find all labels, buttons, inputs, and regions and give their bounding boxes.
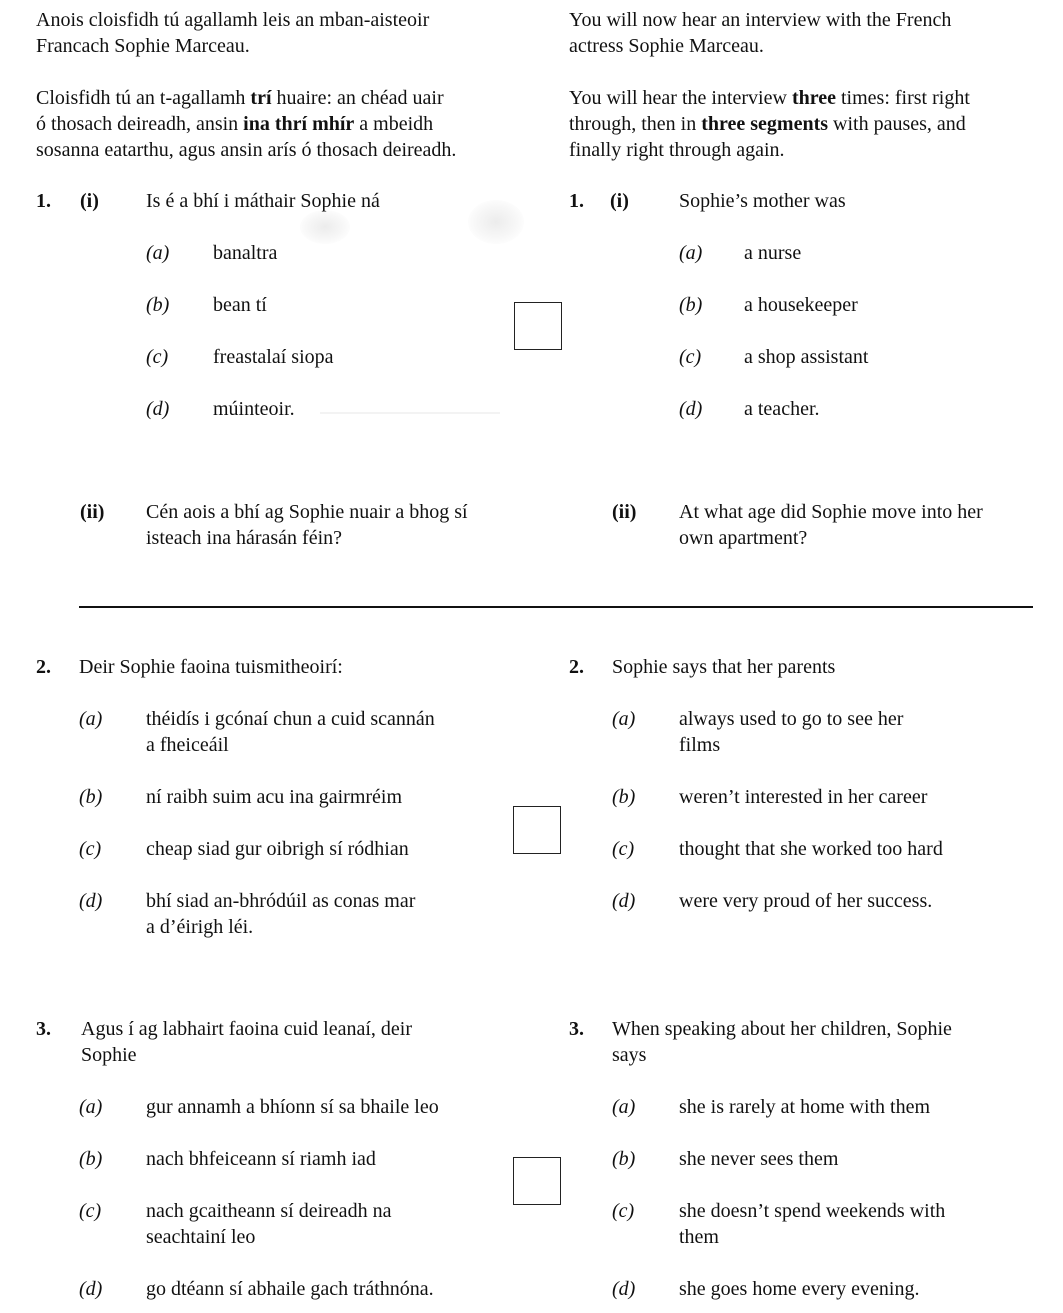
intro-english-line: finally right through again.	[569, 139, 785, 161]
option-text: a teacher.	[744, 398, 820, 420]
option-letter: (c)	[79, 1200, 102, 1222]
part-label: (ii)	[612, 501, 637, 523]
question-number: 3.	[36, 1018, 51, 1040]
option-letter: (b)	[79, 1148, 103, 1170]
question-number: 2.	[569, 656, 584, 678]
question-stem: Agus í ag labhairt faoina cuid leanaí, deir Sophie	[81, 1018, 412, 1066]
question-stem: Cén aois a bhí ag Sophie nuair a bhog sí isteach ina hárasán féin?	[146, 501, 468, 549]
option-text: théidís i gcónaí chun a cuid scannán a fheiceáil	[146, 708, 435, 756]
option-letter: (d)	[146, 398, 170, 420]
option-text: weren’t interested in her career	[679, 786, 928, 808]
scan-smudge	[468, 200, 524, 244]
intro-english	[569, 7, 1049, 163]
intro-irish-line: Anois cloisfidh tú agallamh leis an mban-aisteoir	[36, 9, 430, 31]
option-letter: (d)	[79, 1278, 103, 1300]
intro-irish	[36, 7, 516, 163]
answer-box-q3[interactable]	[513, 1157, 561, 1205]
option-text: a housekeeper	[744, 294, 858, 316]
question-stem: Deir Sophie faoina tuismitheoirí:	[79, 656, 343, 678]
option-text: nach bhfeiceann sí riamh iad	[146, 1148, 376, 1170]
option-letter: (b)	[146, 294, 170, 316]
question-number: 1.	[569, 190, 584, 212]
option-letter: (a)	[146, 242, 170, 264]
option-letter: (d)	[612, 890, 636, 912]
option-text: she never sees them	[679, 1148, 839, 1170]
answer-box-q2[interactable]	[513, 806, 561, 854]
answer-box-q1-i[interactable]	[514, 302, 562, 350]
option-letter: (c)	[146, 346, 169, 368]
option-text: always used to go to see her films	[679, 708, 904, 756]
scan-smudge	[300, 210, 350, 244]
intro-english-line: You will hear the interview three times: first right	[569, 87, 970, 109]
option-letter: (c)	[612, 1200, 635, 1222]
part-label: (i)	[610, 190, 629, 212]
intro-english-line: actress Sophie Marceau.	[569, 35, 764, 57]
option-letter: (b)	[612, 786, 636, 808]
question-stem: At what age did Sophie move into her own apartment?	[679, 501, 983, 549]
option-letter: (c)	[612, 838, 635, 860]
option-text: she is rarely at home with them	[679, 1096, 931, 1118]
intro-irish-line: Cloisfidh tú an t-agallamh trí huaire: an chéad uair	[36, 87, 444, 109]
option-letter: (a)	[679, 242, 703, 264]
option-text: a nurse	[744, 242, 802, 264]
answer-line[interactable]	[79, 606, 1033, 608]
question-stem: Is é a bhí i máthair Sophie ná	[146, 190, 380, 212]
option-text: múinteoir.	[213, 398, 295, 420]
question-number: 2.	[36, 656, 51, 678]
option-letter: (d)	[612, 1278, 636, 1300]
option-letter: (b)	[612, 1148, 636, 1170]
intro-english-line: You will now hear an interview with the French	[569, 9, 952, 31]
option-letter: (a)	[79, 1096, 103, 1118]
intro-irish-line: Francach Sophie Marceau.	[36, 35, 250, 57]
option-text: gur annamh a bhíonn sí sa bhaile leo	[146, 1096, 439, 1118]
option-text: banaltra	[213, 242, 278, 264]
option-text: bhí siad an-bhródúil as conas mar a d’éirigh léi.	[146, 890, 416, 938]
part-label: (ii)	[80, 501, 105, 523]
option-letter: (b)	[679, 294, 703, 316]
question-stem: Sophie’s mother was	[679, 190, 846, 212]
option-text: a shop assistant	[744, 346, 869, 368]
option-text: nach gcaitheann sí deireadh na seachtainí leo	[146, 1200, 392, 1248]
option-letter: (b)	[79, 786, 103, 808]
option-text: she doesn’t spend weekends with them	[679, 1200, 946, 1248]
option-text: thought that she worked too hard	[679, 838, 943, 860]
scan-streak	[320, 412, 500, 414]
question-number: 3.	[569, 1018, 584, 1040]
option-text: bean tí	[213, 294, 267, 316]
option-text: go dtéann sí abhaile gach tráthnóna.	[146, 1278, 434, 1300]
intro-irish-line: ó thosach deireadh, ansin ina thrí mhír a mbeidh	[36, 113, 434, 135]
option-text: ní raibh suim acu ina gairmréim	[146, 786, 403, 808]
option-letter: (a)	[79, 708, 103, 730]
option-text: cheap siad gur oibrigh sí ródhian	[146, 838, 409, 860]
question-stem: When speaking about her children, Sophie says	[612, 1018, 952, 1066]
option-text: she goes home every evening.	[679, 1278, 920, 1300]
option-letter: (a)	[612, 1096, 636, 1118]
intro-english-line: through, then in three segments with pauses, and	[569, 113, 966, 135]
option-letter: (c)	[679, 346, 702, 368]
question-stem: Sophie says that her parents	[612, 656, 836, 678]
option-letter: (a)	[612, 708, 636, 730]
question-number: 1.	[36, 190, 51, 212]
option-text: freastalaí siopa	[213, 346, 334, 368]
option-letter: (c)	[79, 838, 102, 860]
option-text: were very proud of her success.	[679, 890, 933, 912]
option-letter: (d)	[679, 398, 703, 420]
intro-irish-line: sosanna eatarthu, agus ansin arís ó thosach deireadh.	[36, 139, 457, 161]
part-label: (i)	[80, 190, 99, 212]
option-letter: (d)	[79, 890, 103, 912]
